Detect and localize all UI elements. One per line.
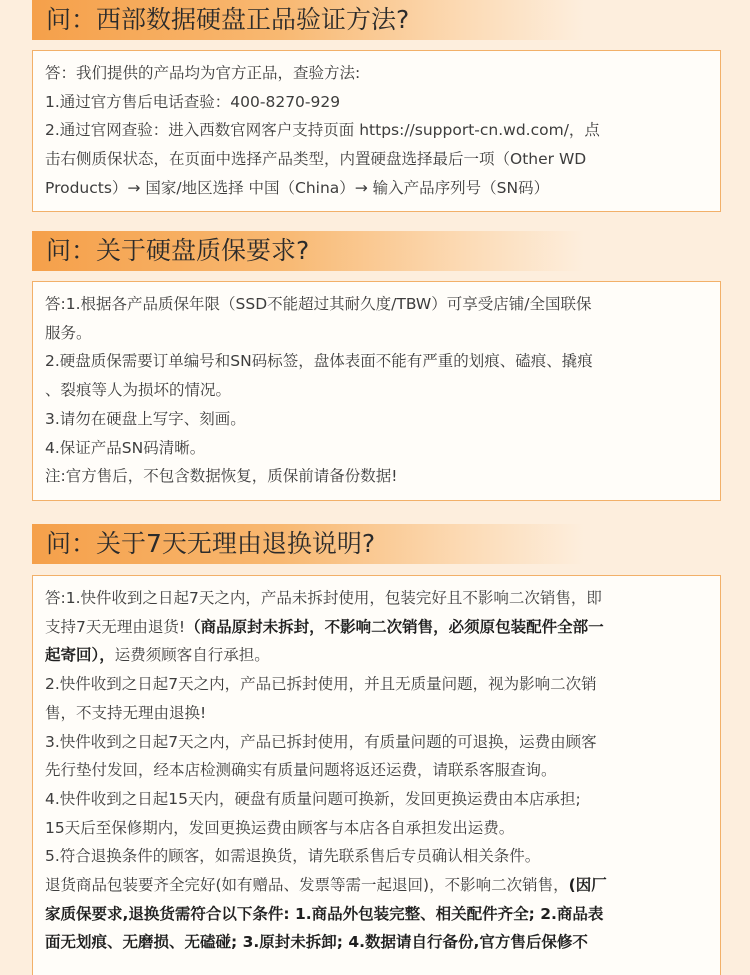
answer-bold-text: 起寄回），: [45, 646, 115, 665]
question-text: 问：关于硬盘质保要求?: [46, 236, 310, 265]
answer-line: 答：我们提供的产品均为官方正品，查验方法:: [45, 64, 361, 82]
question-heading-warranty: [32, 231, 584, 271]
answer-line: 15天后至保修期内，发回更换运费由顾客与本店各自承担发出运费。: [45, 818, 515, 837]
answer-line: 3.请勿在硬盘上写字、刻画。: [45, 409, 246, 428]
answer-box-warranty: [32, 281, 721, 501]
answer-line: 2.快件收到之日起7天之内，产品已拆封使用，并且无质量问题，视为影响二次销: [45, 675, 597, 694]
answer-box-verification: [32, 50, 721, 212]
question-heading-verification: [32, 0, 584, 40]
answer-line: [45, 871, 708, 900]
answer-bold-text: 家质保要求,退换货需符合以下条件: 1.商品外包装完整、相关配件齐全; 2.商品表: [45, 904, 604, 923]
answer-line: 2.硬盘质保需要订单编号和SN码标签，盘体表面不能有严重的划痕、磕痕、撬痕: [45, 352, 593, 371]
answer-line: [45, 613, 708, 642]
answer-line: 服务。: [45, 323, 92, 342]
answer-line: 击右侧质保状态，在页面中选择产品类型，内置硬盘选择最后一项（Other WD: [45, 150, 587, 169]
answer-line: 先行垫付发回，经本店检测确实有质量问题将返还运费，请联系客服查询。: [45, 761, 557, 780]
answer-line: 2.通过官网查验：进入西数官网客户支持页面 https://support-cn.wd.com/，点: [45, 121, 600, 140]
answer-line: [45, 641, 708, 670]
answer-line: 答:1.根据各产品质保年限（SSD不能超过其耐久度/TBW）可享受店铺/全国联保: [45, 295, 592, 313]
answer-bold-text: （商品原封未拆封，不影响二次销售，必须原包装配件全部一: [185, 617, 604, 636]
answer-line: Products）→ 国家/地区选择 中国（China）→ 输入产品序列号（SN码）: [45, 178, 550, 197]
answer-line: 、裂痕等人为损坏的情况。: [45, 381, 232, 400]
answer-line: 注:官方售后，不包含数据恢复，质保前请备份数据!: [45, 467, 398, 486]
answer-text: 退货商品包装要齐全完好(如有赠品、发票等需一起退回)，不影响二次销售，: [45, 876, 569, 895]
answer-line: [45, 900, 708, 929]
answer-line: 4.快件收到之日起15天内，硬盘有质量问题可换新，发回更换运费由本店承担;: [45, 789, 581, 808]
answer-bold-text: (因厂: [568, 876, 607, 895]
answer-text: 支持7天无理由退货!: [45, 617, 186, 636]
answer-line: 4.保证产品SN码清晰。: [45, 438, 206, 457]
answer-text: 运费须顾客自行承担。: [114, 646, 270, 665]
question-text: 问：西部数据硬盘正品验证方法?: [46, 5, 410, 34]
question-heading-returns: [32, 524, 584, 564]
answer-line: 1.通过官方售后电话查验：400-8270-929: [45, 92, 341, 111]
answer-line: 售，不支持无理由退换!: [45, 703, 207, 722]
answer-bold-text: 面无划痕、无磨损、无磕碰; 3.原封未拆卸; 4.数据请自行备份,官方售后保修不: [45, 933, 588, 952]
answer-line: [45, 928, 708, 957]
question-text: 问：关于7天无理由退换说明?: [46, 529, 376, 558]
answer-line: 3.快件收到之日起7天之内，产品已拆封使用，有质量问题的可退换，运费由顾客: [45, 732, 597, 751]
answer-line: 答:1.快件收到之日起7天之内，产品未拆封使用，包装完好且不影响二次销售，即: [45, 589, 602, 607]
answer-box-returns: [32, 575, 721, 975]
answer-line: 5.符合退换条件的顾客，如需退换货，请先联系售后专员确认相关条件。: [45, 847, 541, 866]
